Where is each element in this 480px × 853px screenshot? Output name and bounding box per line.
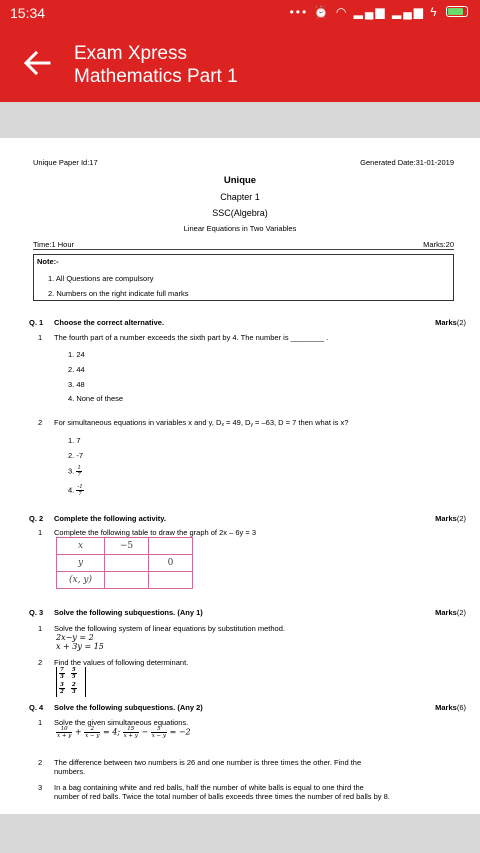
alarm-off-icon: ⏰ (313, 5, 331, 19)
option: 3. 48 (68, 380, 85, 389)
table-cell: y (57, 555, 105, 572)
more-dots-icon: ••• (289, 5, 309, 19)
item-text: numbers. (54, 767, 86, 776)
question-marks: Marks(2) (435, 608, 466, 617)
app-title-line2: Mathematics Part 1 (74, 66, 238, 87)
item-number: 1 (38, 718, 43, 727)
app-bar (0, 26, 480, 102)
question-title: Choose the correct alternative. (54, 318, 165, 327)
item-text: In a bag containing white and red balls, half the number of white balls is equal to one third the (54, 783, 364, 792)
item-number: 2 (38, 758, 43, 767)
item-number: 2 (38, 658, 43, 667)
table-cell: x (57, 538, 105, 555)
item-number: 3 (38, 783, 43, 792)
unique-paper-id: Unique Paper Id:17 (33, 158, 98, 167)
marks-label: Marks:20 (423, 240, 454, 249)
table-cell (149, 572, 193, 589)
table-row (57, 555, 193, 572)
item-number: 2 (38, 418, 43, 427)
table-row (57, 572, 193, 589)
option: 3. $\frac{1}{7}$ (68, 465, 81, 478)
question-number: Q. 1 (29, 318, 44, 327)
top-spacer-bar (0, 102, 480, 138)
back-arrow-icon[interactable] (22, 48, 52, 78)
table-row (57, 538, 193, 555)
table-cell: (x, y) (57, 572, 105, 589)
item-text: number of red balls. Twice the total number of balls exceeds three times the number of red balls by 8. (54, 792, 390, 801)
question-number: Q. 4 (29, 703, 44, 712)
note-box (33, 254, 454, 301)
question-title: Solve the following subquestions. (Any 2) (54, 703, 203, 712)
bottom-spacer-bar (0, 814, 480, 853)
option: 2. -7 (68, 451, 84, 460)
app-title-line1: Exam Xpress (74, 43, 187, 64)
signal-icon: ▂▄▆ (353, 5, 387, 19)
question-marks: Marks(6) (435, 703, 466, 712)
option: 4. None of these (68, 394, 124, 403)
status-icons (290, 5, 468, 19)
table-cell (105, 555, 149, 572)
status-bar (0, 0, 480, 26)
equation: x + 3y = 15 (56, 642, 104, 651)
question-marks: Marks(2) (435, 318, 466, 327)
activity-table (56, 537, 193, 589)
item-text: The difference between two numbers is 26 and one number is three times the other. Find the (54, 758, 362, 767)
item-text: The fourth part of a number exceeds the sixth part by 4. The number is ________ . (54, 333, 329, 342)
question-title: Complete the following activity. (54, 514, 166, 523)
equation: 2x−y = 2 (56, 633, 94, 642)
topic-title: Linear Equations in Two Variables (183, 224, 297, 233)
table-cell (105, 572, 149, 589)
item-number: 1 (38, 333, 43, 342)
question-number: Q. 2 (29, 514, 44, 523)
question-marks: Marks(2) (435, 514, 466, 523)
charging-icon: ϟ (430, 5, 439, 19)
table-cell (149, 538, 193, 555)
question-paper[interactable] (0, 138, 480, 814)
option: 1. 24 (68, 350, 85, 359)
question-title: Solve the following subquestions. (Any 1) (54, 608, 203, 617)
determinant: $\frac{7}{3}$ $\frac{5}{5}$ $\frac{3}{2}$ $\frac{2}{3}$ (56, 667, 86, 697)
battery-icon (446, 6, 468, 17)
item-text: Solve the following system of linear equations by substitution method. (54, 624, 285, 633)
chapter-title: Chapter 1 (220, 192, 260, 202)
table-cell: −5 (105, 538, 149, 555)
option: 4. $\frac{-1}{7}$ (68, 484, 83, 497)
note-title: Note:- (37, 257, 59, 266)
time-label: Time:1 Hour (33, 240, 74, 249)
table-cell: 0 (149, 555, 193, 572)
generated-date: Generated Date:31-01-2019 (360, 158, 454, 167)
divider (33, 249, 454, 250)
signal-icon: ▂▄▆ (391, 5, 425, 19)
question-number: Q. 3 (29, 608, 44, 617)
item-text: For simultaneous equations in variables x and y, $D_x = 49$, $D_y = -63$, D = 7 then what is x? (54, 418, 349, 428)
wifi-icon: ◠ (335, 5, 349, 19)
status-time: 15:34 (10, 5, 46, 21)
item-text: Complete the following table to draw the graph of 2x – 6y = 3 (54, 528, 256, 537)
subject-title: SSC(Algebra) (212, 208, 268, 218)
item-number: 1 (38, 528, 43, 537)
item-text: Solve the given simultaneous equations. (54, 718, 189, 727)
paper-heading: Unique (223, 175, 257, 186)
note-item: 2. Numbers on the right indicate full marks (48, 289, 189, 298)
app-title (74, 42, 238, 88)
option: 1. 7 (68, 436, 81, 445)
item-text: Find the values of following determinant. (54, 658, 189, 667)
note-item: 1. All Questions are compulsory (48, 274, 154, 283)
option: 2. 44 (68, 365, 85, 374)
equation: $\frac{10}{x + y}$ + $\frac{2}{x - y}$ = 4; $\frac{15}{x + y}$ − $\frac{5}{x - y}$ = −2 (57, 726, 191, 739)
item-number: 1 (38, 624, 43, 633)
